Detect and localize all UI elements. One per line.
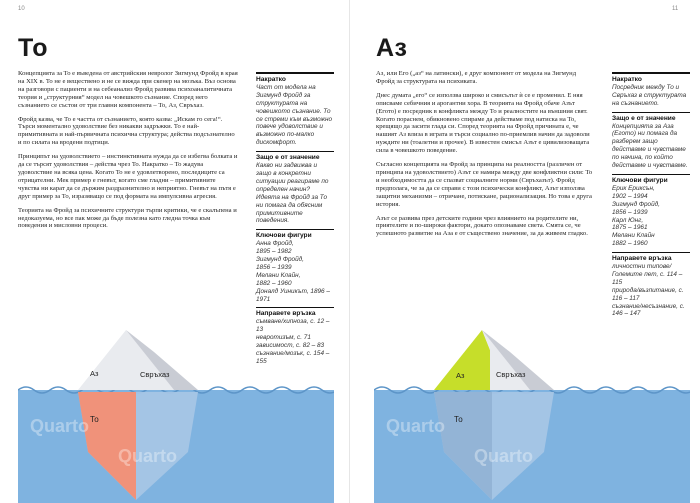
superego-label: Свръхаз bbox=[496, 370, 526, 379]
sidebar bbox=[612, 72, 690, 318]
ego-region bbox=[434, 330, 490, 390]
paragraph: Съгласно концепцията на Фройд за принципа на реалността (различен от принципа на удоволствието) Азът се намира между две конфликтни сили: То и необходимостта да се спазват социалните норми (Свръхазът). Фройд предполага, че за да се справи с този психически конфликт, Азът използва защитни механизми – отричане, потискане, рационализация. Но това е друга история. bbox=[376, 161, 593, 208]
sidebar-heading: Направете връзка bbox=[612, 255, 672, 263]
sidebar-text: Посредник между То и Свръхаз в структурата на съзнанието. bbox=[612, 83, 687, 107]
sidebar-heading: Направете връзка bbox=[256, 310, 316, 318]
right-page bbox=[350, 0, 700, 503]
sidebar-heading: Накратко bbox=[256, 76, 286, 83]
sidebar-section bbox=[612, 112, 690, 170]
iceberg-illustration bbox=[18, 322, 334, 503]
sidebar-heading: Защо е от значение bbox=[612, 114, 676, 122]
body-text bbox=[18, 70, 238, 236]
sidebar-text: съмване/хипноза, с. 12 – 13 невротизъм, с. 71 зависимост, с. 82 – 83 съзнание/мозък, с. 154 – 155 bbox=[256, 318, 330, 365]
sidebar-heading: Ключови фигури bbox=[256, 232, 312, 240]
sidebar-section bbox=[256, 229, 334, 303]
ego-label: Аз bbox=[456, 371, 465, 380]
paragraph: Азът се развива през детските години чрез влиянието на родителите ни, приятелите и по-широки фактори, докато опознаваме света. Смята се, че успешното развитие на Аза е от съществено значение, за да живеем гладко. bbox=[376, 214, 588, 238]
paragraph: Концепцията за То е въведена от австрийския невролог Зигмунд Фройд в края на XIX в. То не е веществено и не се вижда при скенер на мозъка. Въз основа на разговори с пациенти и на себеанализ Фройд развива психоаналитичната теория и „структурния“ модел на човешкото съзнание. Според него съзнанието се състои от три главни компонента – То, Аз, Свръхаз. bbox=[18, 70, 238, 109]
ego-label: Аз bbox=[90, 369, 99, 378]
page-title: Аз bbox=[376, 34, 408, 62]
paragraph: Теорията на Фройд за психичните структури търпи критики, че е скалъпена и недоказуема, но все пак може да бъде полезна като гледна точка към поведения и мисловни процеси. bbox=[18, 206, 237, 230]
sidebar-heading: Ключови фигури bbox=[612, 176, 668, 184]
sidebar-section bbox=[256, 75, 334, 147]
sidebar-section bbox=[612, 174, 690, 248]
sidebar-text: личностни типове/ Големите пет, с. 114 – 115 природа/възпитание, с. 116 – 117 съзнание/несъзнание, с. 146 – 147 bbox=[612, 263, 685, 318]
watermark: Quarto bbox=[30, 416, 90, 436]
watermark: Quarto bbox=[386, 416, 446, 436]
sidebar-heading: Защо е от значение bbox=[256, 154, 320, 162]
sidebar-section bbox=[256, 151, 334, 225]
sidebar-heading: Накратко bbox=[612, 76, 642, 83]
superego-label: Свръхаз bbox=[140, 370, 170, 379]
page-title: То bbox=[18, 34, 48, 62]
watermark: Quarto bbox=[474, 446, 534, 466]
paragraph: Принципът на удоволствието – инстинктивната нужда да се избегва болката и да се търсят удоволствия – действа чрез То. Накратко – То жадува удоволствие на всяка цена. Когато То не е удовлетворено, последиците са отрицателни. Мек пример е гневът, когато сме гладни – примитивните чувства ни карат да се държим раздразнително и неприятно. Гневът на пътя е друг пример за То, изразяващо се под формата на импулсивна агресия. bbox=[18, 153, 238, 200]
page-number: 10 bbox=[18, 6, 25, 12]
sidebar-text: Част от модела на Зигмунд Фройд за структурата на човешкото съзнание. То се стреми към възможно повече удоволствие и възможно по-малко дискомфорт. bbox=[256, 83, 333, 147]
sidebar-text: Какво ни задвижва и защо в конкретни ситуации реагираме по определен начин? Идеята на Фройд за То ни помага да обясним примитивните поведения. bbox=[256, 162, 329, 225]
paragraph: Аз, или Его („аз“ на латински), е друг компонент от модела на Зигмунд Фройд за структурата на психиката. bbox=[376, 70, 577, 85]
paragraph: Фройд казва, че То е частта от съзнанието, която казва: „Искам го сега!“. Търси моментално удоволствие без никакви задръжки. То е най-примитивната и най-първичната психична структура; действа подсъзнателно и по силата на вродени подтици. bbox=[18, 115, 235, 147]
watermark: Quarto bbox=[118, 446, 178, 466]
paragraph: Днес думата „его“ се използва широко и смисълът ѝ се е променил. Е няя описваме себичния и арогантни хора. В теорията на Фройд обаче Азът (Егото) е посредник в конфликта между То и реалностите на външния свят. Когато пораснем, обикновено спираме да действаме под натиска на То, крещящо да засити глада си. Според теорията на Фройд причината е, че нашият Аз влиза в играта и търси социално по-приемлив начин да задоволи нуждите ни (тоалетни и прочее). В известен смисъл Азът е цивилизоващата сила в човешкото поведение. bbox=[376, 91, 590, 155]
id-label: То bbox=[90, 415, 99, 424]
sidebar-text: Анна Фройд, 1895 – 1982 Зигмунд Фройд, 1856 – 1939 Мелани Клайн, 1882 – 1960 Доналд Уиникът, 1896 – 1971 bbox=[256, 240, 330, 303]
sidebar-section bbox=[612, 75, 690, 108]
body-text bbox=[376, 70, 596, 244]
iceberg-illustration bbox=[374, 322, 690, 503]
sidebar-text: Ерик Ериксън, 1902 – 1994 Зигмунд Фройд, 1856 – 1939 Карл Юнг, 1875 – 1961 Мелани Клайн 1882 – 1960 bbox=[612, 184, 660, 248]
sidebar-text: Концепцията за Аза (Егото) ни помага да разберем защо действаме и чувстваме по начина, по който действаме и чувстваме. bbox=[612, 122, 688, 170]
id-label: То bbox=[454, 415, 463, 424]
page-number: 11 bbox=[672, 6, 679, 12]
sidebar-section bbox=[612, 252, 690, 318]
